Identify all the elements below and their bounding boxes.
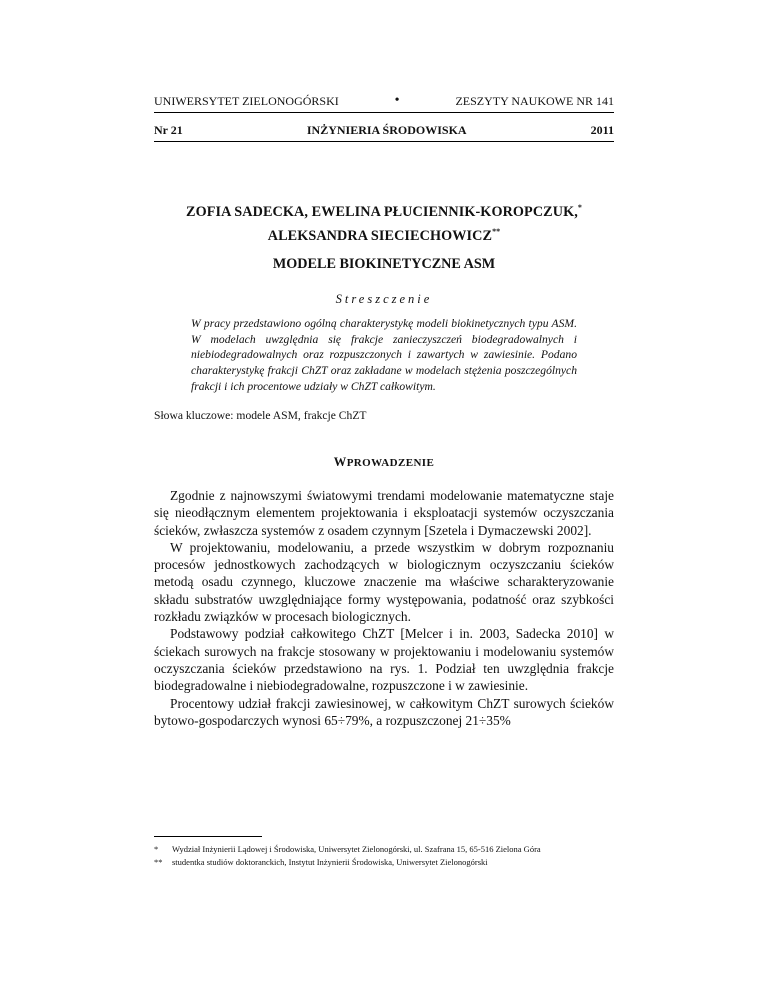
paragraph: Podstawowy podział całkowitego ChZT [Melcer i in. 2003, Sadecka 2010] w ściekach surowych na frakcje stosowany w projektowaniu i modelowaniu systemów oczyszczania ścieków przedstawiono na rys. 1. Podział ten uwzględnia frakcje biodegradowalne i niebiodegradowalne, rozpuszczone i w zawiesinie. — [154, 626, 614, 694]
keywords: Słowa kluczowe: modele ASM, frakcje ChZT — [154, 409, 367, 422]
running-header — [154, 93, 614, 109]
header-rule-bottom — [154, 141, 614, 142]
footnote-1: * Wydział Inżynierii Lądowej i Środowiska, Uniwersytet Zielonogórski, ul. Szafrana 15, 65-516 Zielona Góra — [154, 844, 541, 854]
abstract-text: W pracy przedstawiono ogólną charakterystykę modeli biokinetycznych typu ASM. W modelach uwzględnia się frakcje zanieczyszczeń biodegradowalnych i niebiodegradowalnych oraz rozpuszczonych i zawartych w zawiesinie. Podano charakterystykę frakcji ChZT oraz zakładane w modelach stężenia poszczególnych frakcji i ich procentowe udziały w ChZT całkowitym. — [191, 317, 577, 393]
section-heading: WPROWADZENIE — [333, 455, 435, 469]
paragraph: W projektowaniu, modelowaniu, a przede wszystkim w dobrym rozpoznaniu procesów jednostkowych zachodzących w biologicznym oczyszczaniu ścieków metodą osadu czynnego, kluczowe znaczenie ma właściwe scharakteryzowanie składu substratów uwzględniające formy występowania, podatność oraz szybkości rozkładu związków w procesach biologicznych. — [154, 539, 614, 625]
author-affiliation-mark-2: ** — [492, 227, 501, 236]
university-name: UNIWERSYTET ZIELONOGÓRSKI — [154, 93, 339, 108]
paragraph: Zgodnie z najnowszymi światowymi trendami modelowanie matematyczne staje się nieodłącznym elementem projektowania i eksploatacji systemów oczyszczania ścieków, zwłaszcza systemów z osadem czynnym [Szetela i Dymaczewski 2002]. — [154, 488, 614, 538]
footnote-2: ** studentka studiów doktoranckich, Instytut Inżynierii Środowiska, Uniwersytet Zielonogórski — [154, 857, 488, 867]
issue-number: Nr 21 — [154, 123, 183, 137]
issue-year: 2011 — [590, 123, 614, 137]
author-affiliation-mark-1: * — [577, 203, 582, 212]
issue-header — [154, 123, 614, 138]
abstract-heading: Streszczenie — [335, 292, 433, 306]
authors-line-2: ALEKSANDRA SIECIECHOWICZ** — [267, 227, 501, 244]
article-title: MODELE BIOKINETYCZNE ASM — [272, 256, 496, 272]
authors-line-1: ZOFIA SADECKA, EWELINA PŁUCIENNIK-KOROPCZUK,* — [186, 203, 582, 220]
authors-block — [120, 198, 648, 246]
series-name: INŻYNIERIA ŚRODOWISKA — [306, 123, 467, 137]
header-separator: • — [394, 93, 400, 108]
paragraph: Procentowy udział frakcji zawiesinowej, w całkowitym ChZT surowych ścieków bytowo-gospodarczych wynosi 65÷79%, a rozpuszczonej 21÷35% — [154, 695, 614, 728]
body-text — [154, 487, 614, 729]
footnote-rule — [154, 836, 262, 837]
header-rule-top — [154, 112, 614, 113]
journal-name: ZESZYTY NAUKOWE NR 141 — [455, 93, 614, 108]
